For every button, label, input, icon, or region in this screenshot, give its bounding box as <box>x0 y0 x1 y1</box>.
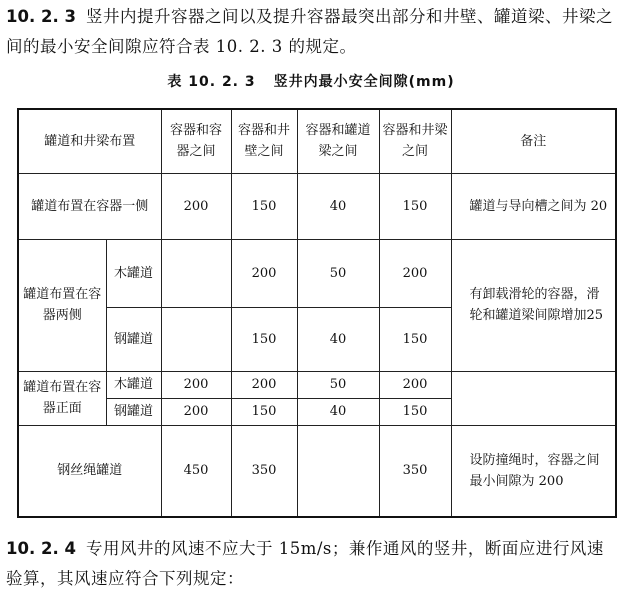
value-cell: 200 <box>231 371 297 398</box>
guide-type-cell: 钢罐道 <box>106 398 161 425</box>
value-cell: 50 <box>297 239 379 307</box>
header-between-containers: 容器和容器之间 <box>161 109 231 173</box>
remark-cell: 罐道与导向槽之间为 20 <box>451 173 616 239</box>
value-cell: 40 <box>297 307 379 371</box>
value-cell <box>297 425 379 517</box>
value-cell: 150 <box>379 398 451 425</box>
table-header-row <box>18 109 616 173</box>
value-cell: 150 <box>231 307 297 371</box>
value-cell: 200 <box>379 239 451 307</box>
value-cell <box>161 239 231 307</box>
value-cell: 150 <box>231 398 297 425</box>
value-cell: 350 <box>379 425 451 517</box>
header-layout: 罐道和井梁布置 <box>18 109 161 173</box>
layout-cell: 钢丝绳罐道 <box>18 425 161 517</box>
value-cell: 200 <box>379 371 451 398</box>
value-cell: 200 <box>231 239 297 307</box>
row-front-wood <box>18 371 616 398</box>
header-remarks: 备注 <box>451 109 616 173</box>
table-caption-number: 表 10. 2. 3 <box>167 74 256 90</box>
clause-10-2-4 <box>6 534 618 594</box>
clause-text: 竖井内提升容器之间以及提升容器最突出部分和井壁、罐道梁、井梁之间的最小安全间隙应符合表 10. 2. 3 的规定。 <box>6 7 613 56</box>
clause-text: 专用风井的风速不应大于 15m/s；兼作通风的竖井，断面应进行风速验算，其风速应符合下列规定： <box>6 539 604 588</box>
table-caption-title: 竖井内最小安全间隙(mm) <box>273 74 455 90</box>
layout-cell: 罐道布置在容器正面 <box>18 371 106 425</box>
value-cell: 150 <box>379 307 451 371</box>
row-both-sides-wood <box>18 239 616 307</box>
guide-type-cell: 木罐道 <box>106 239 161 307</box>
value-cell: 200 <box>161 173 231 239</box>
header-container-guide-beam: 容器和罐道梁之间 <box>297 109 379 173</box>
header-container-wall: 容器和井壁之间 <box>231 109 297 173</box>
value-cell: 50 <box>297 371 379 398</box>
remark-cell: 设防撞绳时，容器之间最小间隙为 200 <box>451 425 616 517</box>
remark-cell <box>451 371 616 425</box>
value-cell: 350 <box>231 425 297 517</box>
row-rope-guide <box>18 425 616 517</box>
value-cell: 450 <box>161 425 231 517</box>
guide-type-cell: 木罐道 <box>106 371 161 398</box>
value-cell: 40 <box>297 398 379 425</box>
value-cell: 200 <box>161 371 231 398</box>
guide-type-cell: 钢罐道 <box>106 307 161 371</box>
value-cell: 40 <box>297 173 379 239</box>
header-container-shaft-beam: 容器和井梁之间 <box>379 109 451 173</box>
value-cell: 200 <box>161 398 231 425</box>
layout-cell: 罐道布置在容器两侧 <box>18 239 106 371</box>
clause-10-2-3 <box>6 2 618 62</box>
value-cell <box>161 307 231 371</box>
value-cell: 150 <box>379 173 451 239</box>
clause-number: 10. 2. 4 <box>6 539 76 558</box>
clause-number: 10. 2. 3 <box>6 7 76 26</box>
table-caption <box>0 71 622 91</box>
clearance-table <box>17 108 617 518</box>
value-cell: 150 <box>231 173 297 239</box>
remark-cell: 有卸载滑轮的容器，滑轮和罐道梁间隙增加25 <box>451 239 616 371</box>
row-one-side <box>18 173 616 239</box>
layout-cell: 罐道布置在容器一侧 <box>18 173 161 239</box>
